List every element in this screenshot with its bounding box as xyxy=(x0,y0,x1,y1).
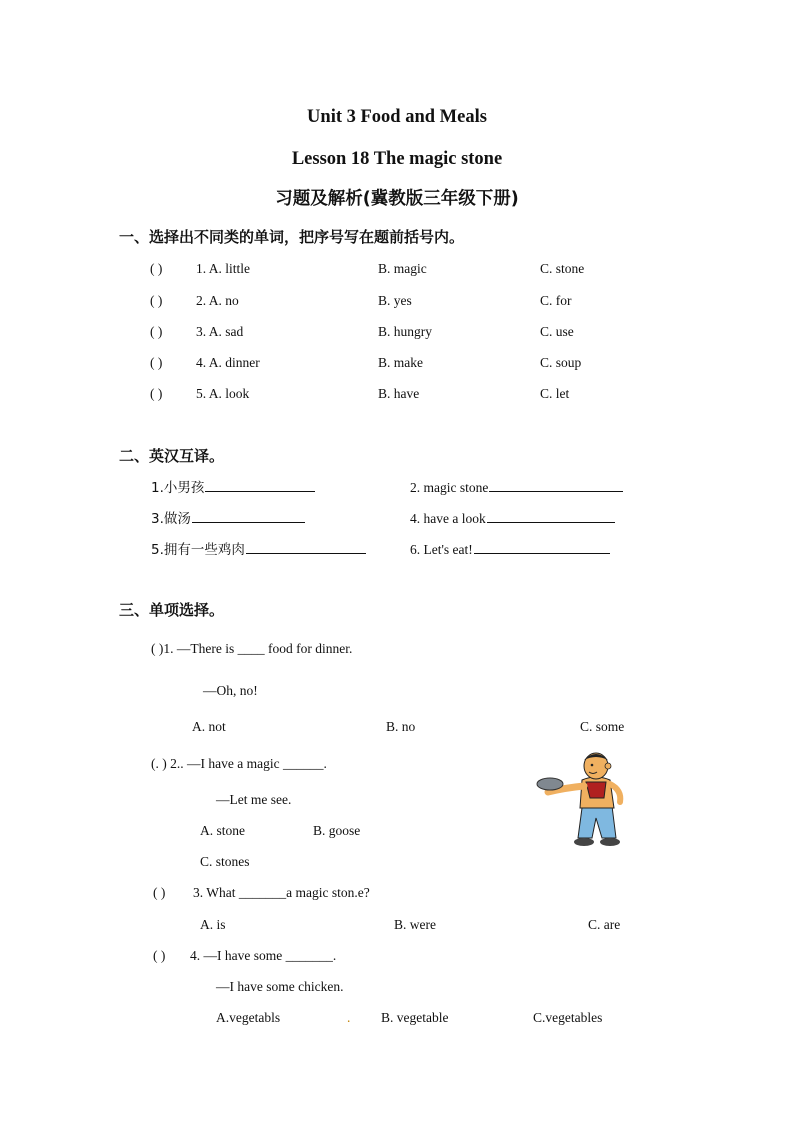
stray-dot: . xyxy=(347,1010,351,1025)
title-subtitle: 习题及解析(冀教版三年级下册) xyxy=(275,189,519,209)
translation-prompt: 6. Let's eat! xyxy=(410,542,473,557)
translation-item xyxy=(410,481,623,495)
translation-prompt: 2. magic stone xyxy=(410,480,489,495)
section1-heading: 一、选择出不同类的单词，把序号写在题前括号内。 xyxy=(119,228,465,246)
answer-blank[interactable] xyxy=(487,521,615,523)
translation-item xyxy=(410,512,615,526)
answer-paren[interactable]: ( ) xyxy=(153,948,166,963)
translation-item xyxy=(151,543,366,558)
answer-paren[interactable]: ( ) xyxy=(150,355,163,370)
question-stem: 4. —I have some _______. xyxy=(190,948,337,963)
answer-blank[interactable] xyxy=(246,552,366,554)
answer-paren[interactable]: ( ) xyxy=(150,386,163,401)
translation-prompt: 4. have a look xyxy=(410,511,486,526)
option-a: 3. A. sad xyxy=(196,324,244,339)
question-stem: 3. What _______a magic ston.e? xyxy=(193,885,370,900)
option-b: B. hungry xyxy=(378,324,432,339)
question-stem: (. ) 2.. —I have a magic ______. xyxy=(151,756,327,771)
dialogue-reply: —Let me see. xyxy=(216,792,292,807)
choice-a[interactable]: A. stone xyxy=(200,823,245,838)
answer-blank[interactable] xyxy=(205,490,315,492)
answer-paren[interactable]: ( ) xyxy=(150,261,163,276)
answer-blank[interactable] xyxy=(192,521,305,523)
choice-a[interactable]: A.vegetabls xyxy=(216,1010,281,1025)
translation-prompt: 5.拥有一些鸡肉 xyxy=(151,542,245,558)
question-stem: ( )1. —There is ____ food for dinner. xyxy=(151,641,353,656)
choice-a[interactable]: A. not xyxy=(192,719,226,734)
option-c: C. stone xyxy=(540,261,585,276)
choice-b[interactable]: B. were xyxy=(394,917,436,932)
section3-heading: 三、单项选择。 xyxy=(119,601,225,619)
choice-c[interactable]: C. stones xyxy=(200,854,250,869)
translation-prompt: 1.小男孩 xyxy=(151,480,205,496)
answer-paren[interactable]: ( ) xyxy=(153,885,166,900)
translation-item xyxy=(151,481,315,496)
answer-blank[interactable] xyxy=(474,552,610,554)
option-c: C. let xyxy=(540,386,570,401)
option-b: B. yes xyxy=(378,293,412,308)
choice-c[interactable]: C. are xyxy=(588,917,621,932)
option-c: C. soup xyxy=(540,355,582,370)
section2-heading: 二、英汉互译。 xyxy=(119,447,225,465)
boy-holding-stone-illustration xyxy=(534,746,630,850)
answer-paren[interactable]: ( ) xyxy=(150,293,163,308)
title-unit: Unit 3 Food and Meals xyxy=(307,107,487,127)
option-c: C. use xyxy=(540,324,574,339)
option-a: 4. A. dinner xyxy=(196,355,260,370)
option-a: 2. A. no xyxy=(196,293,239,308)
choice-b[interactable]: B. goose xyxy=(313,823,361,838)
choice-b[interactable]: B. no xyxy=(386,719,416,734)
option-b: B. have xyxy=(378,386,420,401)
answer-paren[interactable]: ( ) xyxy=(150,324,163,339)
translation-item xyxy=(410,543,610,557)
dialogue-reply: —I have some chicken. xyxy=(216,979,344,994)
choice-a[interactable]: A. is xyxy=(200,917,226,932)
choice-b[interactable]: B. vegetable xyxy=(381,1010,449,1025)
answer-blank[interactable] xyxy=(489,490,623,492)
option-c: C. for xyxy=(540,293,572,308)
dialogue-reply: —Oh, no! xyxy=(203,683,258,698)
translation-prompt: 3.做汤 xyxy=(151,511,191,527)
choice-c[interactable]: C. some xyxy=(580,719,625,734)
option-a: 1. A. little xyxy=(196,261,250,276)
option-b: B. make xyxy=(378,355,423,370)
translation-item xyxy=(151,512,305,527)
option-a: 5. A. look xyxy=(196,386,250,401)
title-lesson: Lesson 18 The magic stone xyxy=(291,149,503,169)
option-b: B. magic xyxy=(378,261,427,276)
choice-c[interactable]: C.vegetables xyxy=(533,1010,603,1025)
